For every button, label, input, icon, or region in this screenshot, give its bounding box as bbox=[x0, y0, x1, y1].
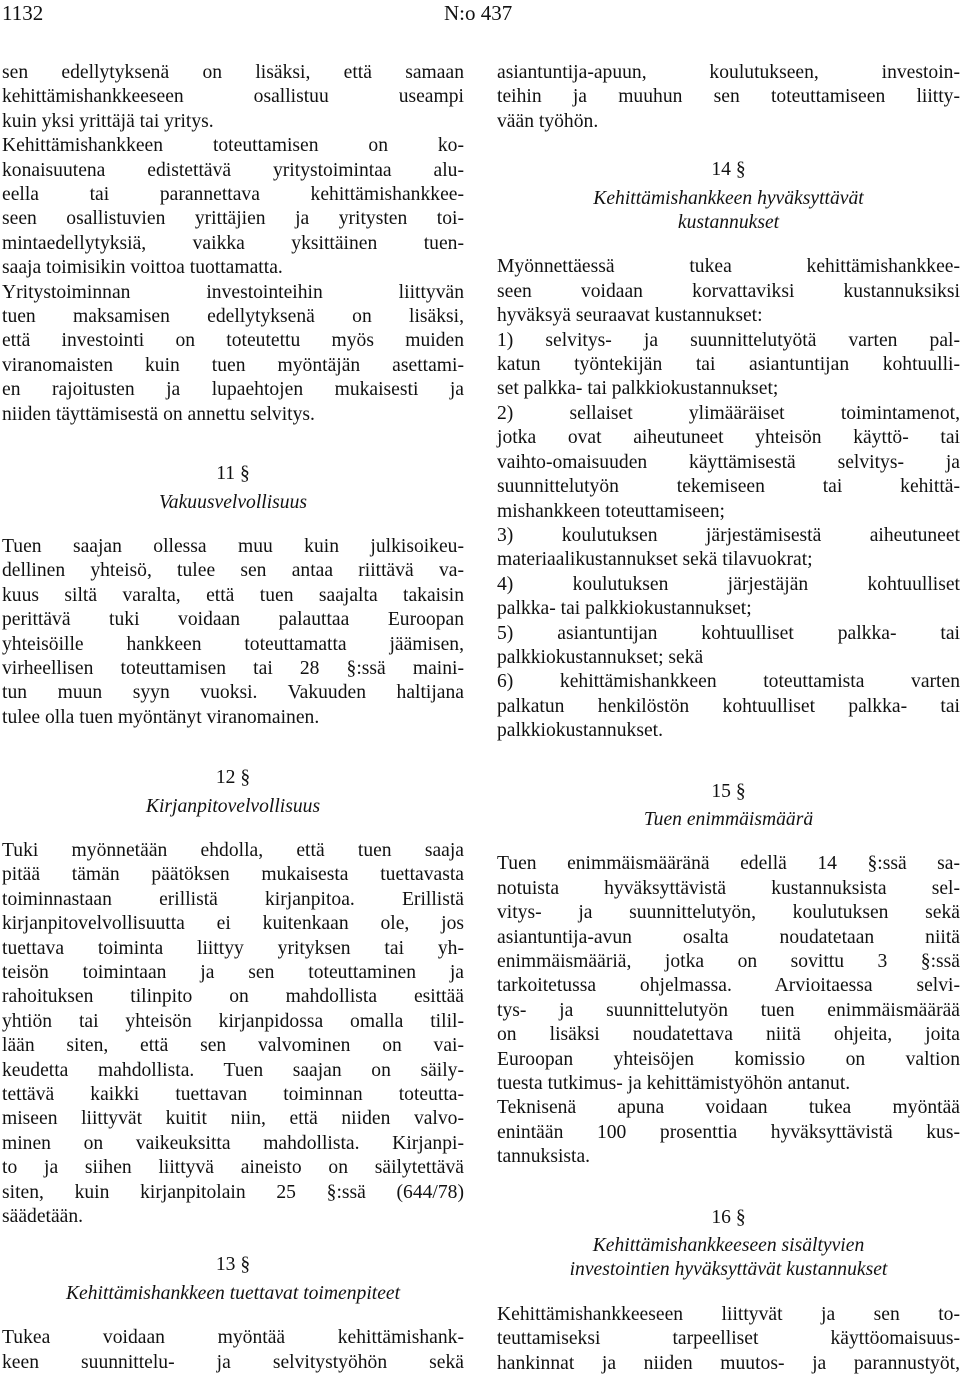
text-line: suunnittelutyön tekemiseen tai kehittä- bbox=[497, 476, 960, 498]
text-line: toiminnastaan erillistä kirjanpitoa. Erillistä bbox=[2, 888, 464, 910]
section-title: Kehittämishankkeen tuettavat toimenpiteet bbox=[65, 1282, 401, 1304]
text-line: tarkoitetussa ohjelmassa. Arvioitaessa selvi- bbox=[497, 975, 960, 997]
text-line: Teknisenä apuna voidaan tukea myöntää bbox=[497, 1097, 960, 1119]
page-number: 1132 bbox=[2, 1, 44, 25]
paragraph-last-line: hyväksyä seuraavat kustannukset: bbox=[497, 305, 763, 327]
spacer bbox=[497, 744, 960, 780]
text-line: on lisäksi noudatettava niitä ohjeita, joita bbox=[497, 1024, 960, 1046]
text-line: katun työntekijän tai asiantuntijan kohtuulli- bbox=[497, 354, 960, 376]
spacer bbox=[2, 515, 464, 535]
paragraph-last-line: mishankkeen toteuttamiseen; bbox=[497, 500, 725, 522]
spacer bbox=[497, 235, 960, 255]
text-line: Yritystoiminnan investointeihin liittyvän bbox=[2, 281, 464, 303]
left-column bbox=[2, 61, 464, 1375]
text-line: yhtiön tai yhteisön kirjanpidossa omalla tilil- bbox=[2, 1010, 464, 1032]
spacer bbox=[497, 134, 960, 158]
text-line: eella tai parannettava kehittämishankkee- bbox=[2, 184, 464, 206]
text-line: notuista hyväksyttävistä kustannuksista sel- bbox=[497, 877, 960, 899]
spacer bbox=[2, 1306, 464, 1326]
paragraph-last-line: set palkka- tai palkkiokustannukset; bbox=[497, 378, 779, 400]
text-line: mintaedellytyksiä, vaikka yksittäinen tuen- bbox=[2, 232, 464, 254]
text-line: enintään 100 prosenttia hyväksyttävistä kus- bbox=[497, 1121, 960, 1143]
text-line: teihin ja muuhun sen toteuttamiseen liitty- bbox=[497, 86, 960, 108]
text-line: 4) koulutuksen järjestäjän kohtuulliset bbox=[497, 573, 960, 595]
text-line: seen voidaan korvattaviksi kustannuksiksi bbox=[497, 280, 960, 302]
paragraph-last-line: kuin yksi yrittäjä tai yritys. bbox=[2, 110, 214, 132]
text-line: jotka ovat aiheutuneet yhteisön käyttö- tai bbox=[497, 427, 960, 449]
section-title: Kirjanpitovelvollisuus bbox=[145, 795, 321, 817]
text-line: vitys- ja suunnittelutyön, koulutuksen sekä bbox=[497, 902, 960, 924]
text-line: lään siten, että sen valvominen on vai- bbox=[2, 1035, 464, 1057]
issue-number: N:o 437 bbox=[444, 1, 513, 25]
spacer bbox=[2, 730, 464, 766]
section-number: 15 § bbox=[711, 780, 746, 802]
text-line: palkatun henkilöstön kohtuulliset palkka- tai bbox=[497, 695, 960, 717]
text-line: vaihto-omaisuuden käyttämisestä selvitys- ja bbox=[497, 451, 960, 473]
text-line: dellinen yhteisö, tulee sen antaa riittävä va- bbox=[2, 560, 464, 582]
text-line: pitää tämän päätöksen mukaisesta tuettavasta bbox=[2, 864, 464, 886]
text-line: 1) selvitys- ja suunnittelutyötä varten pal- bbox=[497, 329, 960, 351]
text-line: kuus siltä varalta, että tuen saajalta takaisin bbox=[2, 584, 464, 606]
section-title: Tuen enimmäismäärä bbox=[643, 808, 814, 830]
text-line: keudetta mahdollista. Tuen saajan on säily- bbox=[2, 1059, 464, 1081]
paragraph-last-line: tannuksista. bbox=[497, 1146, 591, 1168]
paragraph-last-line: niiden täyttämisestä on annettu selvitys. bbox=[2, 403, 315, 425]
section-title: Vakuusvelvollisuus bbox=[158, 491, 307, 513]
section-title: Kehittämishankkeeseen sisältyvien bbox=[592, 1235, 865, 1257]
text-line: Tuen saajan ollessa muu kuin julkisoikeu- bbox=[2, 535, 464, 557]
paragraph-last-line: tulee olla tuen myöntänyt viranomainen. bbox=[2, 706, 320, 728]
section-title: Kehittämishankkeen hyväksyttävät bbox=[593, 187, 864, 209]
text-line: tettävä kaikki tuettavan toiminnan toteutta- bbox=[2, 1084, 464, 1106]
section-title: kustannukset bbox=[677, 212, 780, 234]
text-line: perittävä tuki voidaan palauttaa Euroopan bbox=[2, 609, 464, 631]
text-line: kirjanpitovelvollisuutta ei kuitenkaan ole, jos bbox=[2, 913, 464, 935]
text-line: en rajoitusten ja lupaehtojen mukaisesti ja bbox=[2, 379, 464, 401]
text-line: miseen liittyvät kuitit niin, että niiden valvo- bbox=[2, 1108, 464, 1130]
paragraph-last-line: saaja toimisikin voittoa tuottamatta. bbox=[2, 257, 283, 279]
right-column bbox=[497, 61, 960, 1376]
paragraph-last-line: palkkiokustannukset. bbox=[497, 720, 663, 742]
text-line: tuettava toiminta liittyy yrityksen tai yh- bbox=[2, 937, 464, 959]
text-line: tuen maksamisen edellytyksenä on lisäksi, bbox=[2, 306, 464, 328]
text-line: seen osallistuvien yrittäjien ja yritysten toi- bbox=[2, 208, 464, 230]
text-line: 2) sellaiset ylimääräiset toimintamenot, bbox=[497, 402, 960, 424]
text-line: enimmäismääriä, jotka on sovittu 3 §:ssä bbox=[497, 951, 960, 972]
spacer bbox=[497, 832, 960, 852]
text-line: teisön toimintaan ja sen toteuttaminen ja bbox=[2, 962, 464, 983]
paragraph-last-line: vään työhön. bbox=[497, 110, 599, 132]
text-line: 5) asiantuntijan kohtuulliset palkka- tai bbox=[497, 622, 960, 644]
section-number: 14 § bbox=[711, 159, 746, 181]
text-line: hankinnat ja niiden muutos- ja parannustyöt, bbox=[497, 1352, 960, 1374]
text-line: Kehittämishankkeeseen liittyvät ja sen to- bbox=[497, 1303, 960, 1325]
text-line: konaisuutena edistettävä yritystoimintaa alu- bbox=[2, 159, 464, 181]
spacer bbox=[2, 427, 464, 462]
text-line: Tuki myönnetään ehdolla, että tuen saaja bbox=[2, 839, 464, 861]
text-line: asiantuntija-apuun, koulutukseen, investoin- bbox=[497, 62, 960, 83]
paragraph-last-line: tuesta tutkimus- ja kehittämistyöhön antanut. bbox=[497, 1073, 851, 1095]
text-line: 3) koulutuksen järjestämisestä aiheutuneet bbox=[497, 524, 960, 546]
spacer bbox=[497, 1170, 960, 1206]
text-line: tun muun syyn vuoksi. Vakuuden haltijana bbox=[2, 682, 464, 704]
text-line: siten, kuin kirjanpitolain 25 §:ssä (644/78) bbox=[2, 1181, 464, 1203]
text-line: Euroopan yhteisöjen komissio on valtion bbox=[497, 1048, 960, 1070]
text-line: Kehittämishankkeen toteuttamisen on ko- bbox=[2, 135, 464, 157]
text-line: Myönnettäessä tukea kehittämishankkee- bbox=[497, 256, 960, 278]
section-number: 16 § bbox=[711, 1206, 746, 1228]
paragraph-last-line: palkka- tai palkkiokustannukset; bbox=[497, 598, 752, 620]
paragraph-last-line: materiaalikustannukset sekä tilavuokrat; bbox=[497, 549, 813, 571]
text-line: asiantuntija-avun osalta noudatetaan niitä bbox=[497, 926, 960, 948]
text-line: että investointi on toteutettu myös muiden bbox=[2, 330, 464, 352]
spacer bbox=[2, 819, 464, 839]
spacer bbox=[497, 1283, 960, 1303]
text-line: virheellisen toteuttamisen tai 28 §:ssä maini- bbox=[2, 657, 464, 679]
text-line: 6) kehittämishankkeen toteuttamista varten bbox=[497, 671, 960, 693]
text-line: minen on vaikeuksitta mahdollista. Kirjanpi- bbox=[2, 1132, 464, 1154]
paragraph-last-line: säädetään. bbox=[2, 1206, 84, 1228]
text-line: to ja siihen liittyvä aineisto on säilytettävä bbox=[2, 1157, 464, 1179]
text-line: Tukea voidaan myöntää kehittämishank- bbox=[2, 1327, 464, 1349]
section-number: 13 § bbox=[215, 1254, 251, 1276]
text-line: sen edellytyksenä on lisäksi, että samaan bbox=[2, 62, 464, 83]
section-number: 12 § bbox=[215, 767, 251, 789]
section-title: investointien hyväksyttävät kustannukset bbox=[569, 1259, 888, 1281]
text-line: viranomaisten kuin tuen myöntäjän asettami- bbox=[2, 354, 464, 376]
text-line: keen suunnittelu- ja selvitystyöhön sekä bbox=[2, 1351, 464, 1373]
spacer bbox=[2, 1229, 464, 1253]
paragraph-last-line: palkkiokustannukset; sekä bbox=[497, 646, 704, 668]
text-line: tys- ja suunnittelutyön tuen enimmäismäärää bbox=[497, 999, 960, 1021]
text-line: kehittämishankkeeseen osallistuu useampi bbox=[2, 86, 464, 108]
text-line: Tuen enimmäismääränä edellä 14 §:ssä sa- bbox=[497, 853, 960, 875]
section-number: 11 § bbox=[216, 463, 250, 485]
text-line: teuttamiseksi tarpeelliset käyttöomaisuus- bbox=[497, 1328, 960, 1350]
text-line: rahoituksen tilinpito on mahdollista esittää bbox=[2, 986, 464, 1008]
text-line: yhteisöille hankkeen toteuttamatta jäämisen, bbox=[2, 633, 464, 655]
